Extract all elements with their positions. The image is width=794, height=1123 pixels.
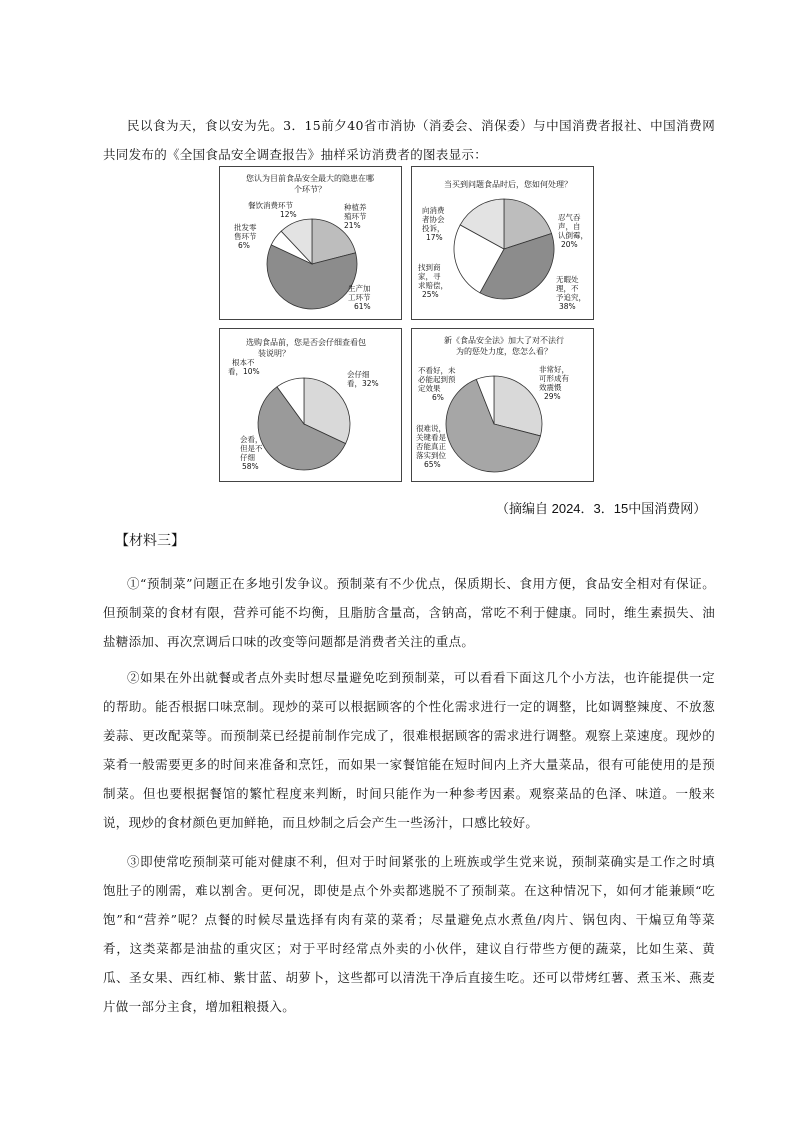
material3-paragraph-1: ①“预制菜”问题正在多地引发争议。预制菜有不少优点，保质期长、食用方便，食品安全相对有保证。但预制菜的食材有限，营养可能不均衡，且脂肪含量高，含钠高，常吃不利于健康。同时，维生素损失、油盐糖添加、再次烹调后口味的改变等问题都是消费者关注的重点。 — [103, 575, 715, 649]
chart-panel-food-law — [411, 328, 594, 482]
chart1-label-production: 生产加工环节 61% — [348, 284, 371, 311]
chart1-label-wholesale: 批发零售环节 6% — [234, 223, 257, 250]
chart4-pie — [446, 376, 542, 472]
chart1-title-line1: 您认为目前食品安全最大的隐患在哪 — [246, 174, 374, 183]
chart2-title-line1: 当买到问题食品时后，您如何处理？ — [444, 180, 572, 189]
chart-panel-handling — [411, 166, 594, 320]
chart4-label-hard-to-say: 很难说，关键看是否能真正落实到位 65% — [416, 424, 446, 469]
survey-chart-grid — [219, 166, 594, 482]
chart3-label-careful: 会仔细看，32% — [347, 370, 379, 388]
chart2-label-silent: 忍气吞声，自认倒霉， 20% — [558, 213, 588, 249]
chart-panel-hazard — [219, 166, 402, 320]
chart2-pie — [454, 199, 554, 299]
material3-paragraph-2: ②如果在外出就餐或者点外卖时想尽量避免吃到预制菜，可以看看下面这几个小方法，也许能提供一定的帮助。能否根据口味烹制。现炒的菜可以根据顾客的个性化需求进行一定的调整，比如调整辣度、不放葱姜蒜、更改配菜等。而预制菜已经提前制作完成了，很难根据顾客的需求进行调整。观察上菜速度。现炒的菜肴一般需要更多的时间来准备和烹饪，而如果一家餐馆能在短时间内上齐大量菜品，很有可能使用的是预制菜。但也要根据餐馆的繁忙程度来判断，时间只能作为一种参考因素。观察菜品的色泽、味道。一般来说，现炒的食材颜色更加鲜艳，而且炒制之后会产生一些汤汁，口感比较好。 — [103, 669, 715, 830]
chart3-title-line2: 装说明？ — [258, 349, 290, 358]
chart1-pie — [267, 219, 357, 309]
chart2-label-merchant: 找到商家，寻求赔偿， 25% — [418, 263, 448, 299]
chart4-title-line2: 为的惩处力度，您怎么看？ — [456, 347, 552, 356]
section-heading-material3: 【材料三】 — [115, 533, 185, 549]
chart1-label-catering: 餐饮消费环节 12% — [248, 201, 297, 219]
chart-panel-labels — [219, 328, 402, 482]
chart3-label-never: 根本不看，10% — [228, 358, 260, 376]
chart1-title-line2: 个环节？ — [294, 185, 326, 194]
source-citation: （摘编自 2024．3．15中国消费网） — [496, 501, 707, 516]
intro-paragraph: 民以食为天，食以安为先。3．15前夕40省市消协（消委会、消保委）与中国消费者报社、中国消费网共同发布的《全国食品安全调查报告》抽样采访消费者的图表显示： — [103, 117, 715, 162]
chart3-title-line1: 选购食品前，您是否会仔细查看包 — [246, 338, 366, 347]
chart3-label-not-careful: 会看，但是不仔细 58% — [240, 435, 263, 471]
chart2-label-complain: 向消费者协会投诉， 17% — [422, 206, 445, 242]
chart4-label-pessimistic: 不看好，未必能起到预定效果 6% — [418, 366, 456, 402]
chart1-label-planting: 种植养殖环节 21% — [344, 203, 367, 230]
chart3-pie — [258, 378, 350, 470]
chart4-title-line1: 新《食品安全法》加大了对不法行 — [444, 336, 564, 345]
chart2-label-ignore: 无暇处理，不予追究， 38% — [556, 275, 586, 311]
material3-paragraph-3: ③即使常吃预制菜可能对健康不利，但对于时间紧张的上班族或学生党来说，预制菜确实是工作之时填饱肚子的刚需，难以割舍。更何况，即使是点个外卖都逃脱不了预制菜。在这种情况下，如何才能兼顾“吃饱”和“营养”呢？点餐的时候尽量选择有肉有菜的菜肴；尽量避免点水煮鱼/肉片、锅包肉、干煸豆角等菜肴，这类菜都是油盐的重灾区；对于平时经常点外卖的小伙伴，建议自行带些方便的蔬菜，比如生菜、黄瓜、圣女果、西红柿、紫甘蓝、胡萝卜，这些都可以清洗干净后直接生吃。还可以带烤红薯、煮玉米、燕麦片做一部分主食，增加粗粮摄入。 — [103, 853, 715, 1014]
chart4-label-good: 非常好，可形成有效震慑 29% — [539, 365, 569, 401]
